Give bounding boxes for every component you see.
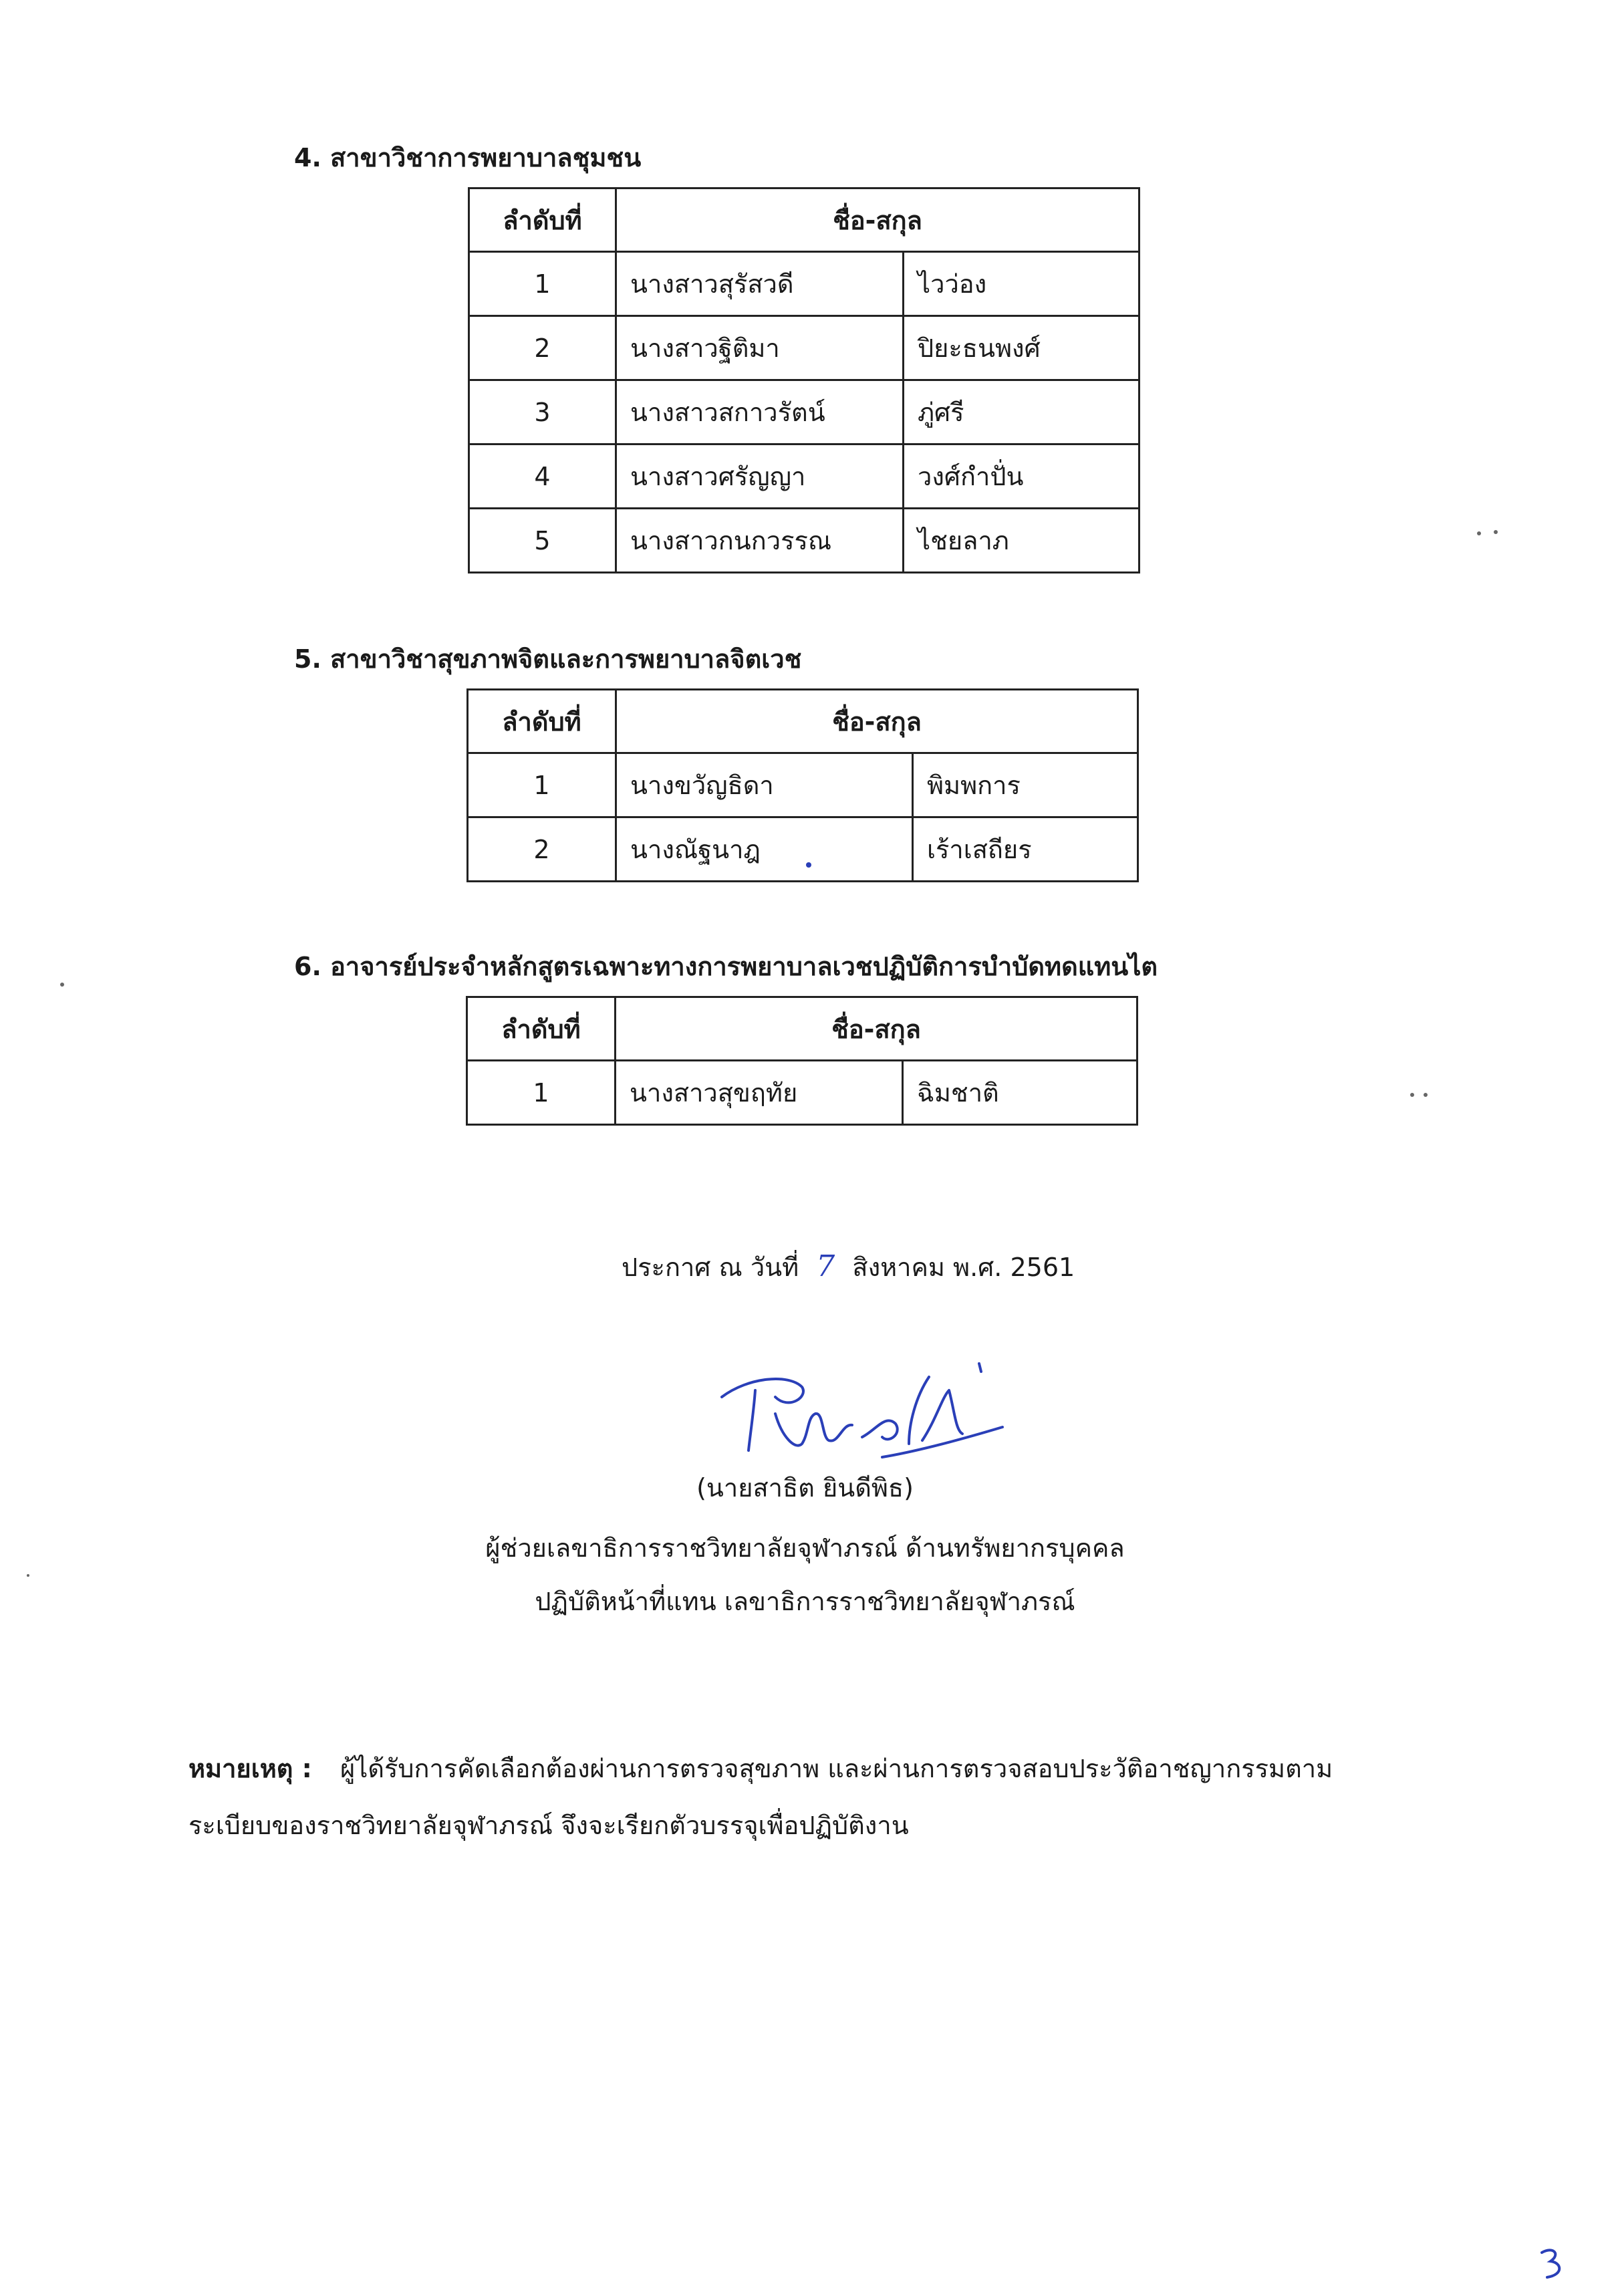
- row-last-name: ไชยลาภ: [904, 509, 1139, 573]
- note-text-1: ผู้ได้รับการคัดเลือกต้องผ่านการตรวจสุขภาพ และผ่านการตรวจสอบประวัติอาชญากรรมตาม: [340, 1754, 1333, 1783]
- row-last-name: เร้าเสถียร: [913, 817, 1138, 882]
- corner-pen-mark: [1534, 2243, 1574, 2283]
- col-name-header: ชื่อ-สกุล: [616, 690, 1138, 753]
- scan-speck: [60, 983, 64, 987]
- row-first-name: นางสาวกนกวรรณ: [616, 509, 904, 573]
- scan-speck: [1477, 531, 1481, 535]
- table-header-row: [468, 690, 1138, 753]
- row-number: 1: [469, 252, 616, 316]
- row-last-name: วงศ์กำปั่น: [904, 444, 1139, 509]
- col-order-header: ลำดับที่: [467, 997, 616, 1061]
- row-number: 5: [469, 509, 616, 573]
- scan-speck: [1410, 1093, 1414, 1097]
- signatory-name: (นายสาธิต ยินดีพิธ): [696, 1473, 914, 1503]
- note-line-2: ระเบียบของราชวิทยาลัยจุฬาภรณ์ จึงจะเรียกตัวบรรจุเพื่อปฏิบัติงาน: [188, 1811, 909, 1840]
- section-4-table: [468, 187, 1140, 573]
- pen-dot: [806, 862, 811, 868]
- scan-speck: [1424, 1093, 1428, 1097]
- note-line-1: [188, 1748, 1333, 1789]
- table-row: [469, 252, 1139, 316]
- table-row: [469, 509, 1139, 573]
- scan-speck: [1494, 530, 1498, 534]
- row-first-name: นางสาวศรัญญา: [616, 444, 904, 509]
- table-row: [469, 316, 1139, 380]
- scan-speck: [27, 1574, 29, 1577]
- row-last-name: ฉิมชาติ: [903, 1061, 1137, 1125]
- row-last-name: ปิยะธนพงศ์: [904, 316, 1139, 380]
- section-4-heading: 4. สาขาวิชาการพยาบาลชุมชน: [294, 143, 642, 172]
- announcement-suffix: สิงหาคม พ.ศ. 2561: [852, 1253, 1075, 1282]
- table-header-row: [467, 997, 1137, 1061]
- col-name-header: ชื่อ-สกุล: [616, 997, 1137, 1061]
- section-5-table: [466, 688, 1139, 882]
- row-first-name: นางสาวฐิติมา: [616, 316, 904, 380]
- table-row: [467, 1061, 1137, 1125]
- row-number: 1: [468, 753, 616, 817]
- table-row: [469, 444, 1139, 509]
- section-5-heading: 5. สาขาวิชาสุขภาพจิตและการพยาบาลจิตเวช: [294, 644, 802, 674]
- signature-image: [708, 1350, 1009, 1464]
- col-order-header: ลำดับที่: [468, 690, 616, 753]
- col-order-header: ลำดับที่: [469, 188, 616, 252]
- announcement-prefix: ประกาศ ณ วันที่: [622, 1253, 799, 1282]
- row-last-name: ภู่ศรี: [904, 380, 1139, 444]
- signatory-position-1: ผู้ช่วยเลขาธิการราชวิทยาลัยจุฬาภรณ์ ด้านทรัพยากรบุคคล: [485, 1533, 1125, 1563]
- note-label: หมายเหตุ :: [188, 1754, 312, 1783]
- row-number: 2: [468, 817, 616, 882]
- signatory-position-2: ปฏิบัติหน้าที่แทน เลขาธิการราชวิทยาลัยจุฬาภรณ์: [535, 1587, 1075, 1616]
- handwritten-day: 7: [816, 1249, 835, 1283]
- row-first-name: นางขวัญธิดา: [616, 753, 913, 817]
- row-number: 4: [469, 444, 616, 509]
- row-first-name: นางสาวสุรัสวดี: [616, 252, 904, 316]
- table-row: [468, 753, 1138, 817]
- section-6-heading: 6. อาจารย์ประจำหลักสูตรเฉพาะทางการพยาบาลเวชปฏิบัติการบำบัดทดแทนไต: [294, 952, 1158, 981]
- announcement-date: [622, 1247, 1075, 1287]
- table-row: [468, 817, 1138, 882]
- row-number: 2: [469, 316, 616, 380]
- row-first-name: นางสาวสุขฤทัย: [616, 1061, 903, 1125]
- row-number: 3: [469, 380, 616, 444]
- col-name-header: ชื่อ-สกุล: [616, 188, 1139, 252]
- row-number: 1: [467, 1061, 616, 1125]
- table-row: [469, 380, 1139, 444]
- table-header-row: [469, 188, 1139, 252]
- row-first-name: นางสาวสกาวรัตน์: [616, 380, 904, 444]
- row-last-name: ไวว่อง: [904, 252, 1139, 316]
- section-6-table: [466, 996, 1138, 1126]
- row-first-name: นางณัฐนาฎ: [616, 817, 913, 882]
- row-last-name: พิมพการ: [913, 753, 1138, 817]
